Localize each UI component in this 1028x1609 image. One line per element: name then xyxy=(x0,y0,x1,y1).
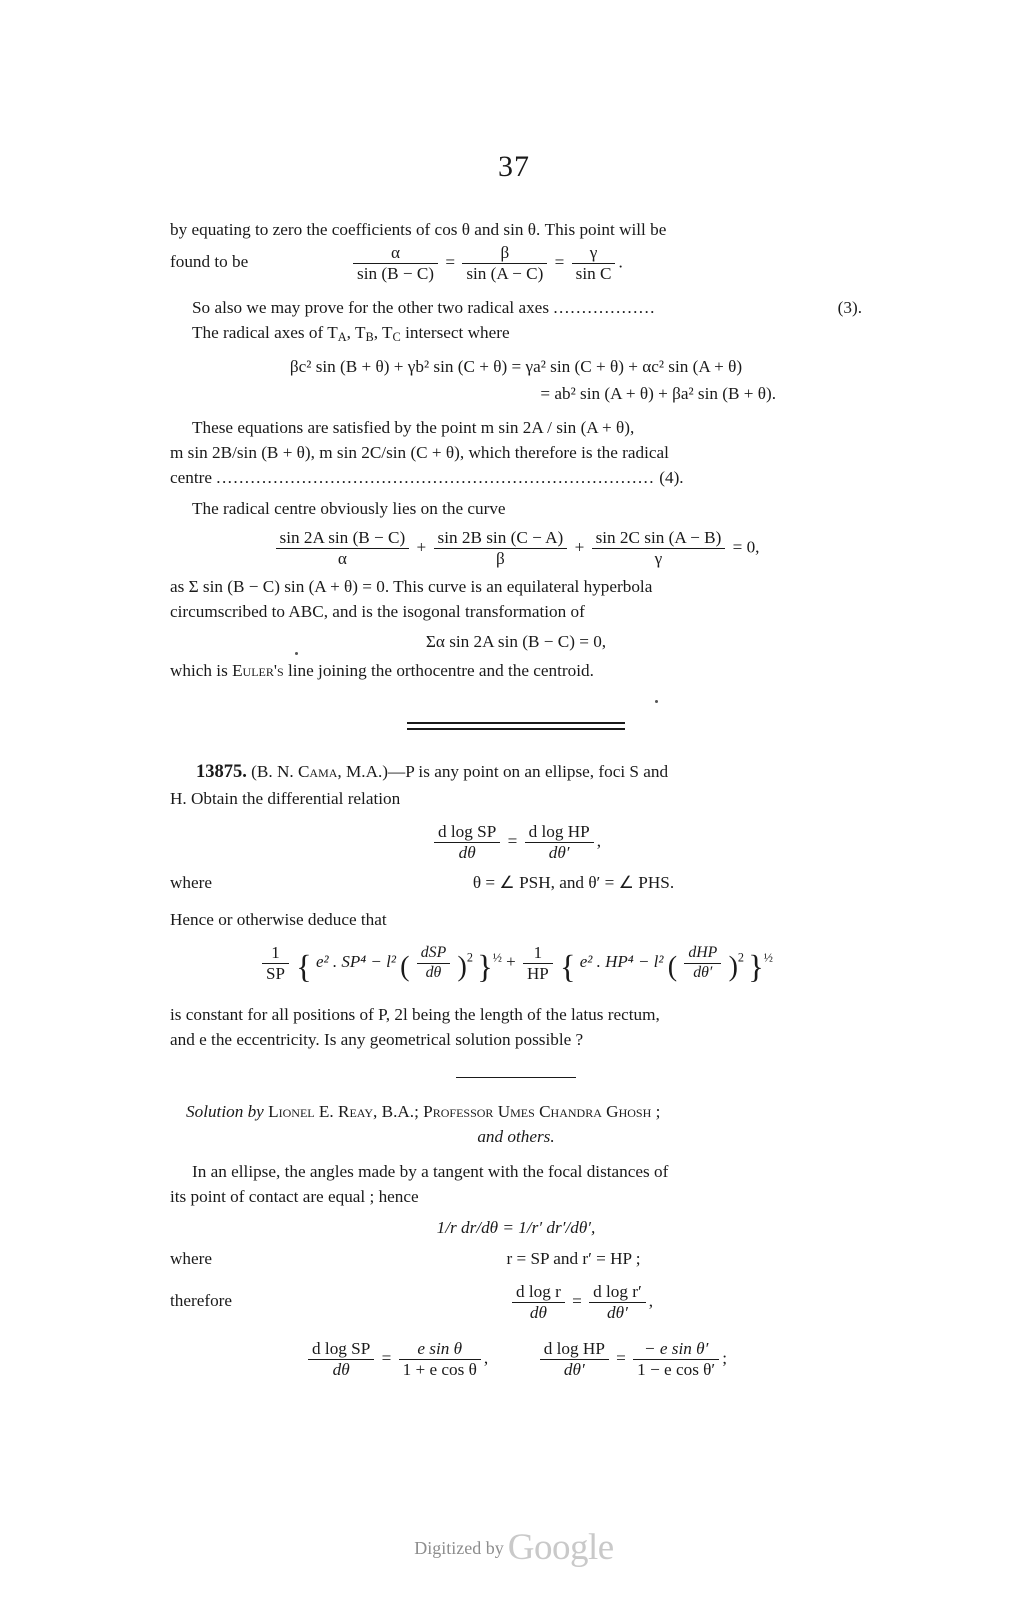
exponent-half-1: ½ xyxy=(492,950,502,965)
fraction-beta-numerator: β xyxy=(500,243,510,263)
google-brand-label: Google xyxy=(507,1527,614,1568)
fraction-dloghp-2 xyxy=(540,1339,609,1380)
fraction-dloghp-numerator: d log HP xyxy=(528,821,590,841)
problem-statement-line2: H. Obtain the differential relation xyxy=(170,788,401,808)
page-number: 37 xyxy=(498,150,530,183)
fraction-alpha-denominator: sin (B − C) xyxy=(353,263,438,284)
equation-6-term-2: e² . HP⁴ − l² xyxy=(579,952,664,972)
equation-1-period: . xyxy=(618,252,623,272)
fraction-dlogsp-numerator: d log SP xyxy=(438,821,497,841)
solution-byline xyxy=(170,1100,862,1123)
subscript-c: C xyxy=(392,330,401,345)
problem-statement-line1 xyxy=(170,760,862,785)
fraction-one-over-sp-denominator: SP xyxy=(262,963,289,984)
fraction-dloghp xyxy=(525,822,594,863)
equation-4: Σα sin 2A sin (B − C) = 0, xyxy=(425,631,607,651)
scan-artifact-dot-1 xyxy=(655,700,658,703)
equation-7: 1/r dr/dθ = 1/r′ dr′/dθ′, xyxy=(436,1217,596,1237)
exponent-two-1: 2 xyxy=(466,950,473,965)
equation-5 xyxy=(170,822,862,863)
fraction-dlogr-denominator: dθ xyxy=(512,1302,565,1323)
radical-axes-post: intersect where xyxy=(400,323,510,342)
fraction-alpha-numerator: α xyxy=(391,243,401,263)
problem-closing-line1: is constant for all positions of P, 2l being the length of the latus rectum, xyxy=(170,1004,660,1024)
where-body-1: θ = ∠ PSH, and θ′ = ∠ PHS. xyxy=(472,872,675,892)
section-divider-single-rule xyxy=(456,1077,576,1078)
fraction-term-1 xyxy=(276,528,410,569)
fraction-term-3 xyxy=(592,528,726,569)
paragraph-these-equations-line1: These equations are satisfied by the point m sin 2A / sin (A + θ), xyxy=(192,417,635,437)
fraction-dlogsp xyxy=(434,822,500,863)
equation-5-tail: , xyxy=(596,831,601,851)
equation-9-equals-1: = xyxy=(381,1348,392,1368)
equation-6 xyxy=(170,943,862,989)
paren-close-1: ) xyxy=(457,951,467,983)
fraction-dlogrprime xyxy=(589,1282,646,1323)
brace-close-2: } xyxy=(748,948,764,985)
centre-text: centre xyxy=(170,467,212,487)
therefore-label: therefore xyxy=(170,1291,233,1311)
equation-3 xyxy=(170,528,862,569)
fraction-dlogsp-2-denominator: dθ xyxy=(308,1359,374,1380)
euler-post: line joining the orthocentre and the centroid. xyxy=(283,661,594,681)
subscript-a: A xyxy=(337,330,347,345)
equation-8 xyxy=(300,1282,862,1323)
where-label-2: where xyxy=(170,1248,212,1268)
fraction-esin-theta xyxy=(399,1339,481,1380)
equation-9 xyxy=(170,1339,862,1380)
fraction-dloghp-2-numerator: d log HP xyxy=(543,1338,605,1358)
fraction-minus-esin-thetaprime xyxy=(633,1339,719,1380)
fraction-dlogrprime-numerator: d log r′ xyxy=(593,1281,642,1301)
fraction-dsp-numerator: dSP xyxy=(420,944,447,962)
footer-watermark xyxy=(0,1526,1028,1569)
fraction-beta xyxy=(462,243,547,284)
plus-sign-1: + xyxy=(416,537,427,557)
section-divider-double-rule xyxy=(407,722,625,730)
fraction-dlogr xyxy=(512,1282,565,1323)
fraction-dsp-dtheta xyxy=(417,944,450,982)
fraction-esin-theta-denominator: 1 + e cos θ xyxy=(399,1359,481,1380)
solution-paragraph-line1: In an ellipse, the angles made by a tangent with the focal distances of xyxy=(192,1161,669,1181)
equation-8-tail: , xyxy=(648,1291,654,1311)
fraction-dhp-dtheta xyxy=(684,944,721,982)
fraction-term-2-numerator: sin 2B sin (C − A) xyxy=(437,527,564,547)
reference-3: (3). xyxy=(837,297,862,317)
hence-deduce-text: Hence or otherwise deduce that xyxy=(170,909,387,929)
subscript-b: B xyxy=(365,330,374,345)
equation-2-line1: βc² sin (B + θ) + γb² sin (C + θ) = γa² sin (C + θ) + αc² sin (A + θ) xyxy=(289,356,743,376)
euler-name: Euler's xyxy=(232,661,284,681)
paragraph-these-equations-line3 xyxy=(170,466,862,489)
fraction-term-1-denominator: α xyxy=(276,548,410,569)
fraction-alpha xyxy=(353,243,438,284)
equation-9-equals-2: = xyxy=(616,1348,626,1368)
fraction-one-over-sp xyxy=(262,943,289,983)
solution-author-names: Lionel E. Reay, B.A.; Professor Umes Chandra Ghosh ; xyxy=(268,1101,661,1121)
equation-9-semicolon: ; xyxy=(722,1348,727,1368)
where-body-2: r = SP and r′ = HP ; xyxy=(506,1248,641,1268)
brace-open-2: { xyxy=(559,948,576,985)
fraction-dhp-numerator: dHP xyxy=(688,944,718,962)
equation-9-comma: , xyxy=(483,1348,489,1368)
paren-open-1: ( xyxy=(400,951,410,983)
fraction-one-over-hp-numerator: 1 xyxy=(533,942,543,962)
problem-attribution: (B. N. Cama, M.A.) xyxy=(251,762,389,782)
fraction-dlogrprime-denominator: dθ′ xyxy=(589,1302,646,1323)
therefore-row xyxy=(170,1282,862,1323)
fraction-esin-theta-numerator: e sin θ xyxy=(417,1338,463,1358)
fraction-dlogr-numerator: d log r xyxy=(515,1281,561,1301)
fraction-gamma-numerator: γ xyxy=(589,243,598,263)
paragraph-equating-line1: by equating to zero the coefficients of cos θ and sin θ. This point will be xyxy=(170,220,667,239)
fraction-minus-esin-denominator: 1 − e cos θ′ xyxy=(633,1359,719,1380)
fraction-one-over-hp-denominator: HP xyxy=(523,963,553,984)
solution-by-label: Solution by xyxy=(186,1101,264,1121)
where-label-1: where xyxy=(170,872,212,892)
page-content xyxy=(170,218,862,1386)
fraction-dhp-denominator: dθ′ xyxy=(684,963,721,982)
radical-axes-mid2: , T xyxy=(373,323,393,342)
fraction-dloghp-denominator: dθ′ xyxy=(525,842,594,863)
fraction-term-3-numerator: sin 2C sin (A − B) xyxy=(595,527,722,547)
problem-statement-text1: —P is any point on an ellipse, foci S and xyxy=(388,762,669,782)
plus-sign-2: + xyxy=(574,537,585,557)
paren-close-2: ) xyxy=(728,951,738,983)
fraction-gamma-denominator: sin C xyxy=(572,263,616,284)
equation-8-equals: = xyxy=(572,1291,582,1311)
equation-6-plus: + xyxy=(506,952,516,972)
equals-sign-1: = xyxy=(445,252,456,272)
paragraph-radical-centre-curve: The radical centre obviously lies on the curve xyxy=(192,498,506,518)
fraction-minus-esin-numerator: − e sin θ′ xyxy=(643,1338,709,1358)
radical-axes-mid: , T xyxy=(346,323,366,342)
equation-3-tail: = 0, xyxy=(732,537,760,557)
equation-5-equals: = xyxy=(507,831,518,851)
paragraph-as-sigma-line1: as Σ sin (B − C) sin (A + θ) = 0. This curve is an equilateral hyperbola xyxy=(170,576,653,596)
fraction-dlogsp-2 xyxy=(308,1339,374,1380)
paragraph-radical-axes xyxy=(170,321,862,346)
so-also-text: So also we may prove for the other two radical axes xyxy=(192,297,550,317)
problem-closing-line2: and e the eccentricity. Is any geometrical solution possible ? xyxy=(170,1029,584,1049)
paragraph-as-sigma-line2: circumscribed to ABC, and is the isogonal transformation of xyxy=(170,601,585,621)
fraction-term-3-denominator: γ xyxy=(592,548,726,569)
brace-close-1: } xyxy=(477,948,493,985)
equation-2-line2: = ab² sin (A + θ) + βa² sin (B + θ). xyxy=(540,383,776,403)
reference-4: (4). xyxy=(659,467,684,487)
found-to-be-label: found to be xyxy=(170,252,249,272)
paragraph-euler-line xyxy=(170,659,862,682)
scan-artifact-dot-2 xyxy=(295,652,298,655)
fraction-dlogsp-denominator: dθ xyxy=(434,842,500,863)
solution-paragraph-line2: its point of contact are equal ; hence xyxy=(170,1186,419,1206)
fraction-term-2-denominator: β xyxy=(434,548,568,569)
fraction-gamma xyxy=(572,243,616,284)
fraction-one-over-sp-numerator: 1 xyxy=(271,942,280,962)
where-row-2 xyxy=(170,1247,862,1270)
leader-dots-4: ............................................................................. xyxy=(216,467,655,487)
euler-pre: which is xyxy=(170,661,233,681)
fraction-dsp-denominator: dθ xyxy=(417,963,450,982)
leader-dots-3: .................. xyxy=(553,297,656,317)
equation-6-term-1: e² . SP⁴ − l² xyxy=(315,952,396,972)
fraction-dloghp-2-denominator: dθ′ xyxy=(540,1359,609,1380)
paragraph-so-also xyxy=(170,296,862,319)
problem-number: 13875. xyxy=(196,762,247,783)
equation-1 xyxy=(340,243,862,284)
exponent-two-2: 2 xyxy=(737,950,745,965)
solution-byline-others: and others. xyxy=(477,1126,555,1146)
digitized-by-label: Digitized by xyxy=(414,1538,504,1558)
equals-sign-2: = xyxy=(554,252,565,272)
paragraph-these-equations-line2: m sin 2B/sin (B + θ), m sin 2C/sin (C + θ), which therefore is the radical xyxy=(170,442,669,462)
radical-axes-pre: The radical axes of T xyxy=(192,323,338,342)
fraction-dlogsp-2-numerator: d log SP xyxy=(312,1338,371,1358)
paren-open-2: ( xyxy=(667,951,678,983)
brace-open-1: { xyxy=(296,948,312,985)
fraction-one-over-hp xyxy=(523,943,553,983)
paragraph-found-to-be-row xyxy=(170,243,862,284)
exponent-half-2: ½ xyxy=(763,950,773,965)
fraction-term-2 xyxy=(434,528,568,569)
fraction-beta-denominator: sin (A − C) xyxy=(462,263,547,284)
fraction-term-1-numerator: sin 2A sin (B − C) xyxy=(279,527,406,547)
where-row-1 xyxy=(170,871,862,894)
